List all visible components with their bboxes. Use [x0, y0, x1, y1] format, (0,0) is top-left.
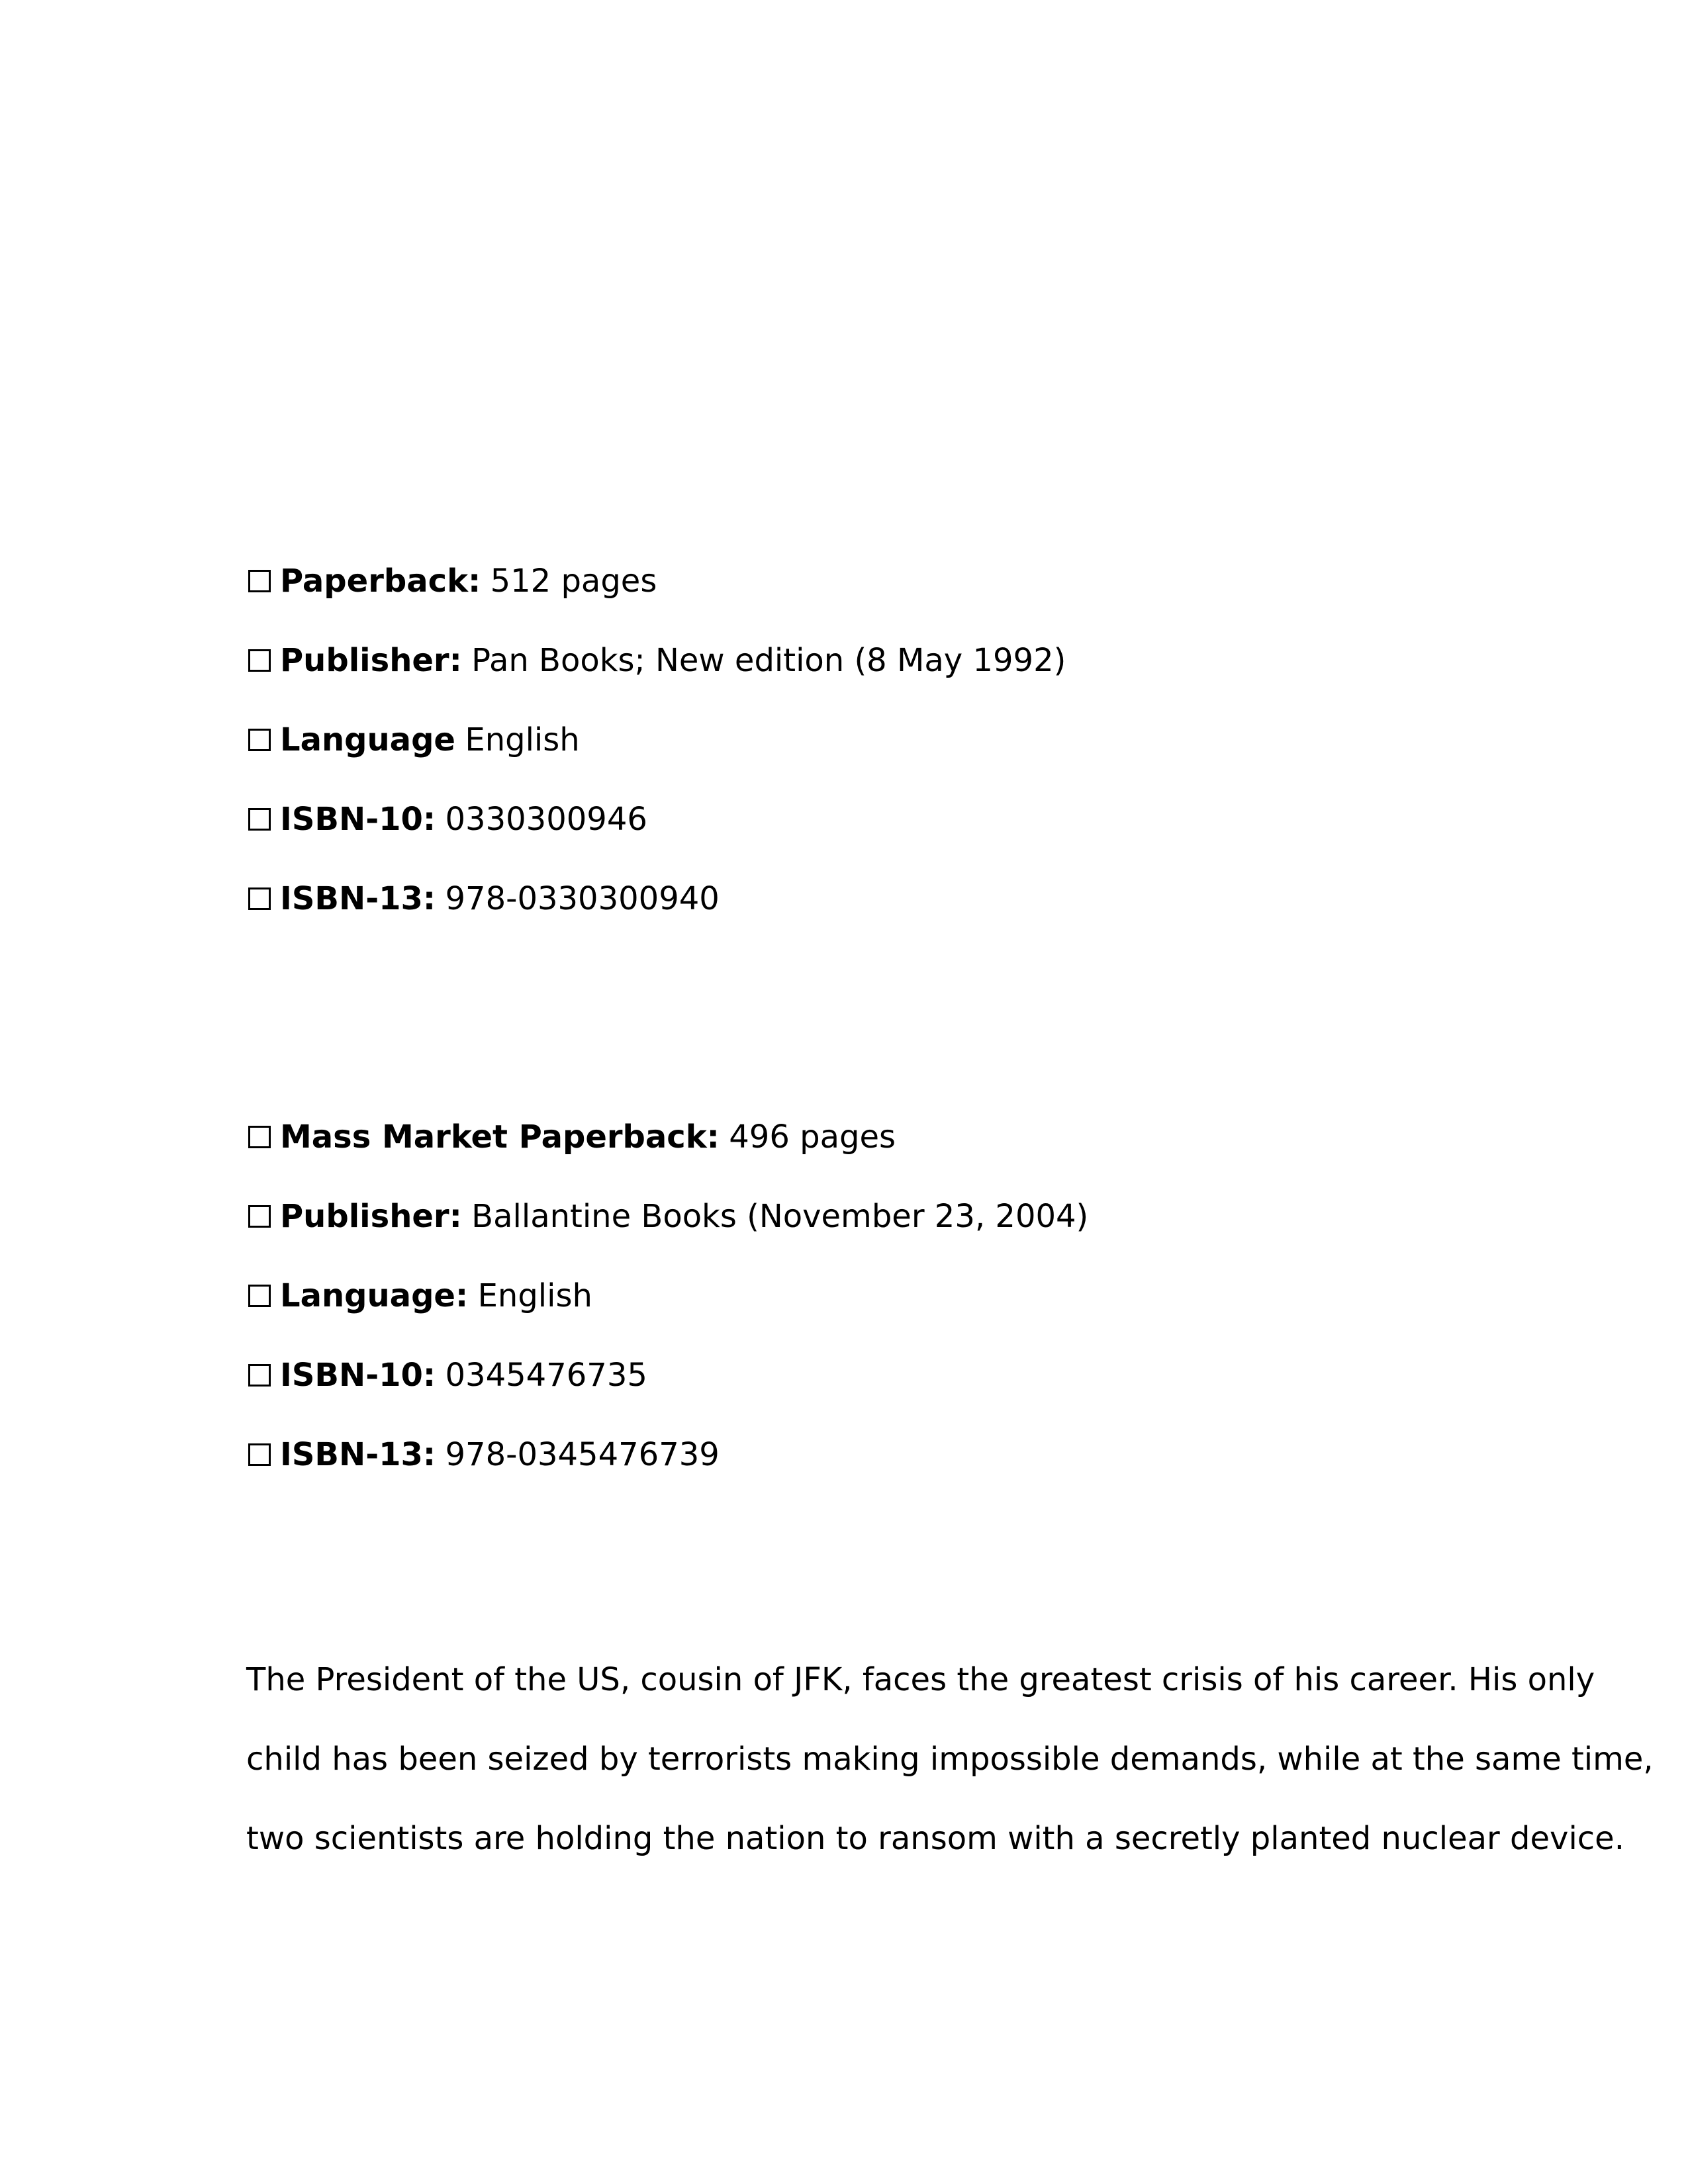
- detail-label: Language: [280, 721, 455, 758]
- detail-label: Mass Market Paperback:: [280, 1118, 720, 1156]
- detail-value: 0330300946: [445, 801, 647, 838]
- checkbox-icon: [248, 808, 271, 831]
- description-line: child has been seized by terrorists making impossible demands, while at the same time,: [246, 1741, 1654, 1778]
- detail-value: Ballantine Books (November 23, 2004): [471, 1198, 1089, 1235]
- detail-label: ISBN-10:: [280, 801, 436, 838]
- detail-value: 978-0330300940: [445, 880, 720, 917]
- detail-label: Language:: [280, 1277, 469, 1314]
- detail-item: [248, 1097, 1088, 1177]
- checkbox-icon: [248, 570, 271, 592]
- detail-item: [248, 780, 1066, 859]
- detail-item: [248, 700, 1066, 780]
- detail-value: English: [465, 721, 580, 758]
- edition-1-details: [248, 541, 1066, 938]
- detail-item: [248, 1415, 1088, 1494]
- detail-value: 496 pages: [729, 1118, 896, 1156]
- checkbox-icon: [248, 649, 271, 672]
- detail-label: ISBN-10:: [280, 1357, 436, 1394]
- detail-value: 978-0345476739: [445, 1436, 720, 1473]
- detail-item: [248, 859, 1066, 938]
- checkbox-icon: [248, 887, 271, 910]
- detail-value: 0345476735: [445, 1357, 647, 1394]
- detail-item: [248, 1256, 1088, 1336]
- detail-label: Paperback:: [280, 563, 481, 600]
- checkbox-icon: [248, 1126, 271, 1148]
- detail-item: [248, 1336, 1088, 1415]
- checkbox-icon: [248, 729, 271, 751]
- checkbox-icon: [248, 1443, 271, 1466]
- detail-label: ISBN-13:: [280, 1436, 436, 1473]
- detail-value: Pan Books; New edition (8 May 1992): [471, 642, 1066, 679]
- edition-2-details: [248, 1097, 1088, 1494]
- detail-value: 512 pages: [490, 563, 657, 600]
- description-line: The President of the US, cousin of JFK, faces the greatest crisis of his career. His only: [246, 1661, 1595, 1698]
- detail-item: [248, 1177, 1088, 1256]
- book-description: [246, 1640, 1654, 1878]
- checkbox-icon: [248, 1205, 271, 1228]
- detail-label: Publisher:: [280, 642, 462, 679]
- detail-value: English: [477, 1277, 592, 1314]
- detail-label: Publisher:: [280, 1198, 462, 1235]
- checkbox-icon: [248, 1285, 271, 1307]
- description-line: two scientists are holding the nation to ransom with a secretly planted nuclear device.: [246, 1820, 1624, 1857]
- detail-item: [248, 541, 1066, 621]
- detail-item: [248, 621, 1066, 700]
- detail-label: ISBN-13:: [280, 880, 436, 917]
- checkbox-icon: [248, 1364, 271, 1387]
